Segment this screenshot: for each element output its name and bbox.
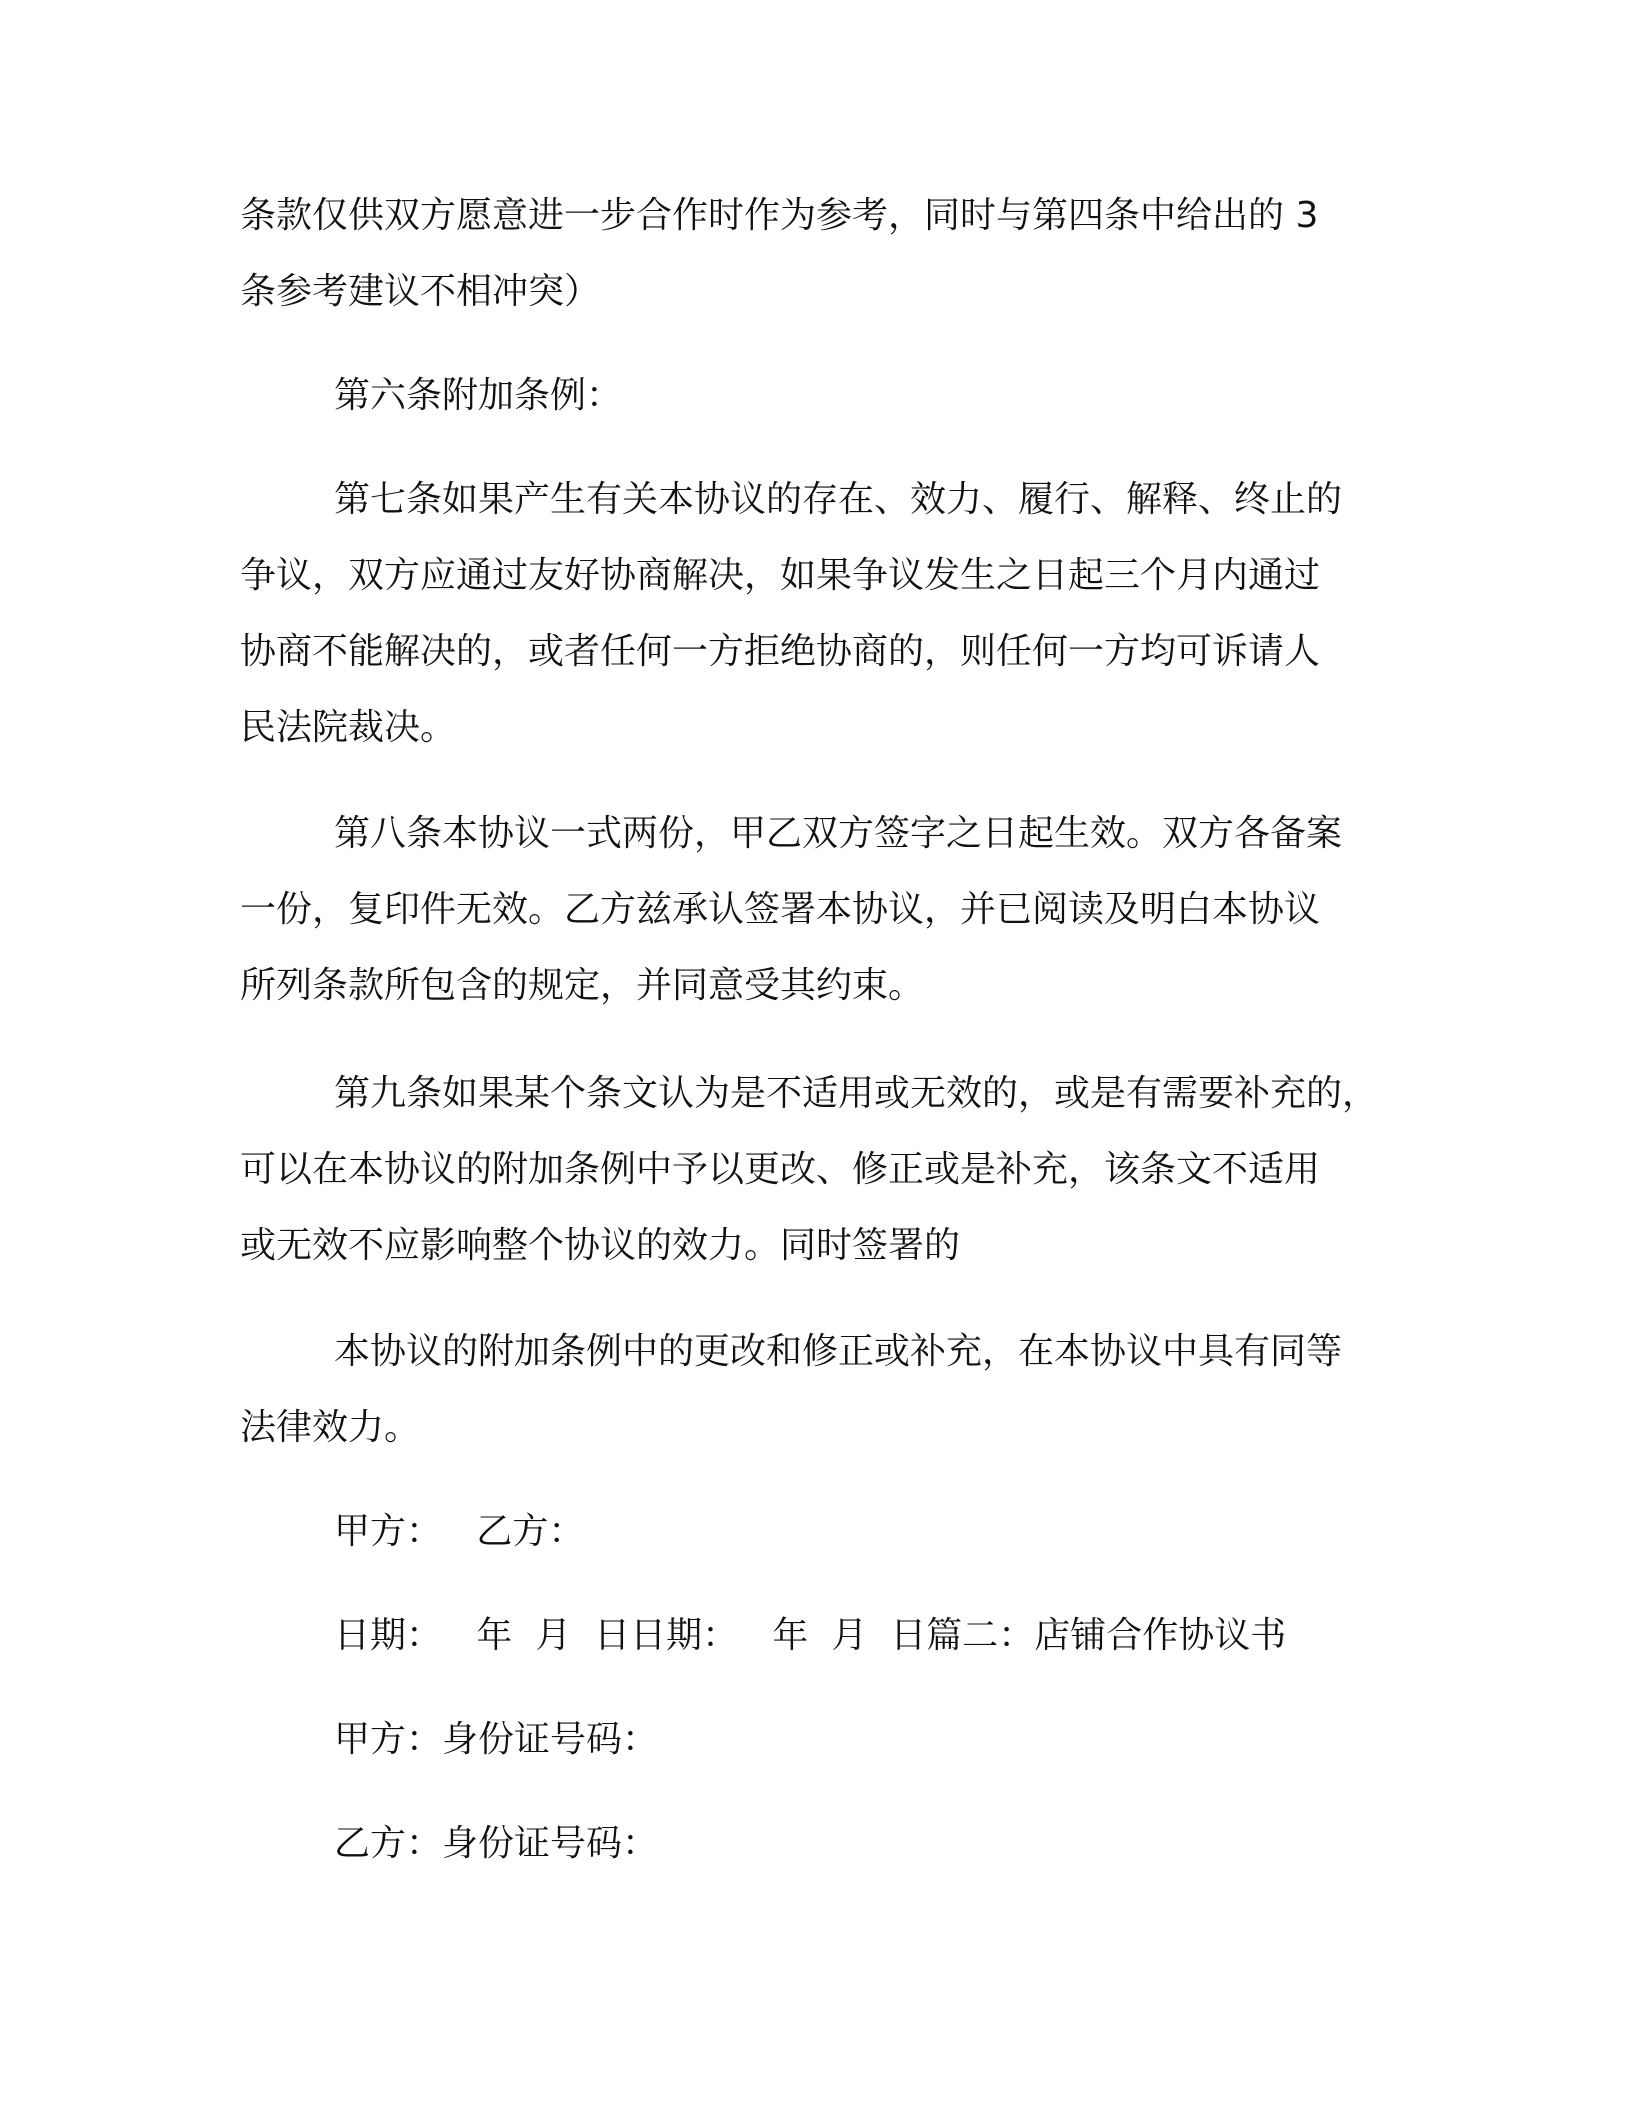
paragraph-article-9 [240, 1056, 1400, 1284]
signature-dates [240, 1598, 1400, 1674]
signature-parties [240, 1494, 1400, 1570]
text-line: 争议，双方应通过友好协商解决，如果争议发生之日起三个月内通过 [240, 555, 1321, 596]
text-line: 或无效不应影响整个协议的效力。同时签署的 [240, 1225, 961, 1266]
text-line: 本协议的附加条例中的更改和修正或补充，在本协议中具有同等 [334, 1331, 1343, 1372]
paragraph-continuation [240, 178, 1400, 330]
text-line: 所列条款所包含的规定，并同意受其约束。 [240, 965, 925, 1006]
text-line: 乙方：身份证号码： [334, 1823, 659, 1864]
paragraph-supplement [240, 1314, 1400, 1466]
text-line: 日期： 年 月 日日期： 年 月 日篇二：店铺合作协议书 [334, 1615, 1287, 1656]
text-line: 协商不能解决的，或者任何一方拒绝协商的，则任何一方均可诉请人 [240, 631, 1321, 672]
paragraph-article-7 [240, 462, 1400, 766]
text-line: 第六条附加条例： [334, 375, 623, 416]
text-line: 条参考建议不相冲突） [240, 271, 601, 312]
text-line: 第七条如果产生有关本协议的存在、效力、履行、解释、终止的 [334, 479, 1343, 520]
text-line: 第八条本协议一式两份，甲乙双方签字之日起生效。双方各备案 [334, 813, 1343, 854]
text-line: 可以在本协议的附加条例中予以更改、修正或是补充，该条文不适用 [240, 1149, 1321, 1190]
text-line: 条款仅供双方愿意进一步合作时作为参考，同时与第四条中给出的 3 [240, 195, 1319, 236]
text-line: 甲方： 乙方： [334, 1511, 585, 1552]
paragraph-article-6 [240, 358, 1400, 434]
party-a-id [240, 1702, 1400, 1778]
text-line: 一份，复印件无效。乙方兹承认签署本协议，并已阅读及明白本协议 [240, 889, 1321, 930]
party-b-id [240, 1806, 1400, 1882]
text-line: 法律效力。 [240, 1407, 421, 1448]
paragraph-article-8 [240, 796, 1400, 1024]
text-line: 第九条如果某个条文认为是不适用或无效的，或是有需要补充的， [334, 1073, 1379, 1114]
text-line: 民法院裁决。 [240, 707, 457, 748]
text-line: 甲方：身份证号码： [334, 1719, 659, 1760]
